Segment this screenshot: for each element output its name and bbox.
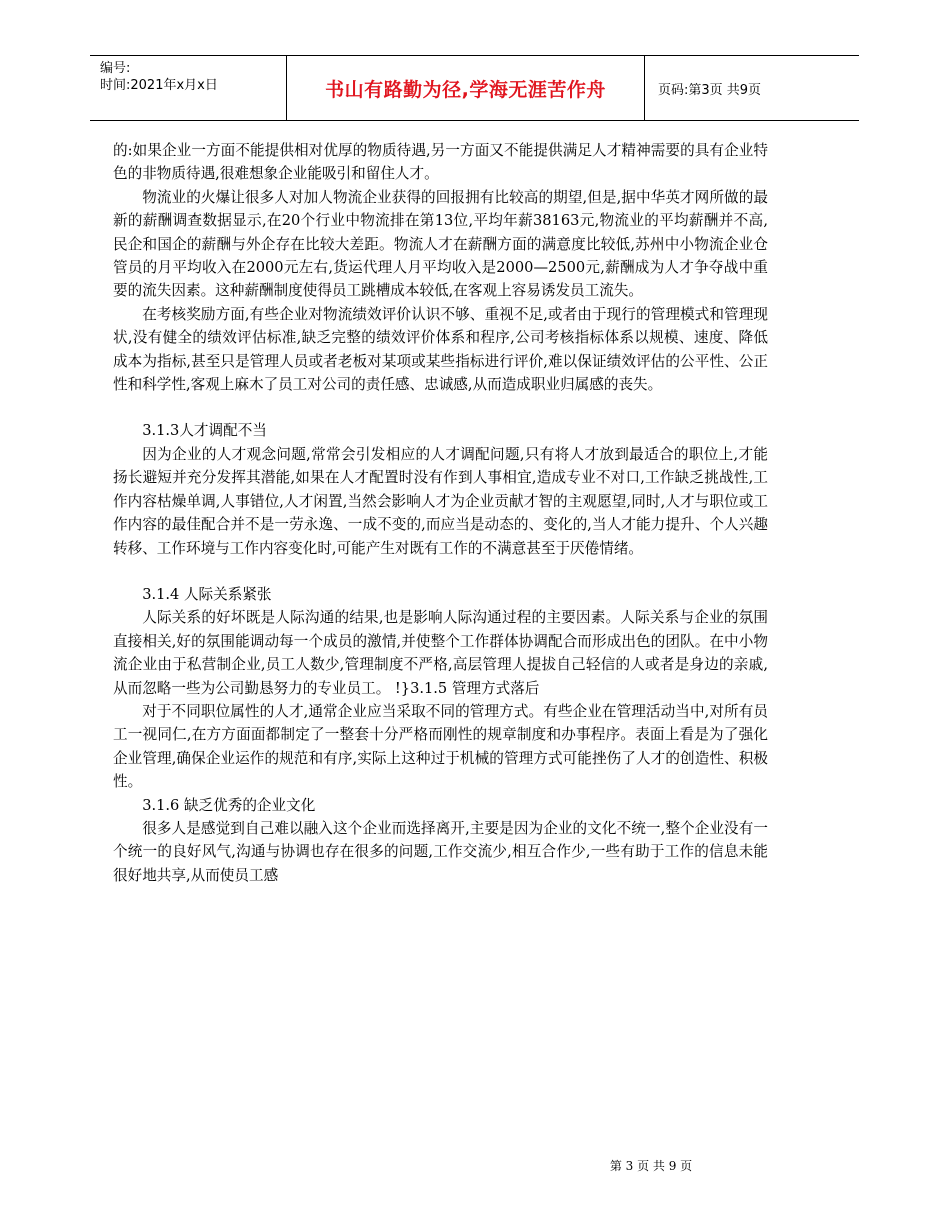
paragraph-relationships: 人际关系的好坏既是人际沟通的结果,也是影响人际沟通过程的主要因素。人际关系与企业的氛围直接相关,好的氛围能调动每一个成员的激情,并使整个工作群体协调配合而形成出色的团队。在中小物流企业由于私营制企业,员工人数少,管理制度不严格,高层管理人提拔自己轻信的人或者是身边的亲戚,从而忽略一些为公司勤恳努力的专业员工。 !}3.1.5 管理方式落后 [113, 609, 768, 697]
section-gap [113, 560, 768, 583]
paragraph-allocation: 因为企业的人才观念问题,常常会引发相应的人才调配问题,只有将人才放到最适合的职位上,才能扬长避短并充分发挥其潜能,如果在人才配置时没有作到人事相宜,造成专业不对口,工作缺乏挑战性,工作内容枯燥单调,人事错位,人才闲置,当然会影响人才为企业贡献才智的主观愿望,同时,人才与职位或工作内容的最佳配合并不是一劳永逸、一成不变的,而应当是动态的、变化的,当人才能力提升、个人兴趣转移、工作环境与工作内容变化时,可能产生对既有工作的不满意甚至于厌倦情绪。 [113, 445, 768, 557]
paragraph-intro: 的:如果企业一方面不能提供相对优厚的物质待遇,另一方面又不能提供满足人才精神需要的具有企业特色的非物质待遇,很难想象企业能吸引和留住人才。 [113, 142, 768, 183]
header-page-label: 页码:第3页 共9页 [658, 83, 762, 98]
serial-number-label: 编号: [100, 61, 131, 76]
header-meta [100, 60, 218, 94]
footer-page-number: 第 3 页 共 9 页 [609, 1159, 693, 1173]
paragraph-management: 对于不同职位属性的人才,通常企业应当采取不同的管理方式。有些企业在管理活动当中,对所有员工一视同仁,在方方面面都制定了一整套十分严格而刚性的规章制度和办事程序。表面上看是为了强化企业管理,确保企业运作的规范和有序,实际上这种过于机械的管理方式可能挫伤了人才的创造性、积极性。 [113, 702, 768, 791]
document-body [113, 139, 768, 887]
section-heading-316: 3.1.6 缺乏优秀的企业文化 [142, 796, 316, 814]
page-footer [0, 1157, 950, 1174]
header-motto-cell [286, 56, 645, 120]
page-header [90, 55, 859, 121]
paragraph-culture: 很多人是感觉到自己难以融入这个企业而选择离开,主要是因为企业的文化不统一,整个企业没有一个统一的良好风气,沟通与协调也存在很多的问题,工作交流少,相互合作少,一些有助于工作的信息未能很好地共享,从而使员工感 [113, 819, 768, 884]
date-label: 时间:2021年x月x日 [100, 78, 218, 93]
paragraph-salary: 物流业的火爆让很多人对加人物流企业获得的回报拥有比较高的期望,但是,据中华英才网所做的最新的薪酬调查数据显示,在20个行业中物流排在第13位,平均年薪38163元,物流业的平均薪酬并不高,民企和国企的薪酬与外企存在比较大差距。物流人才在薪酬方面的满意度比较低,苏州中小物流企业仓管员的月平均收入在2000元左右,货运代理人月平均收入是2000—2500元,薪酬成为人才争夺战中重要的流失因素。这种薪酬制度使得员工跳槽成本较低,在客观上容易诱发员工流失。 [113, 188, 768, 300]
motto-text: 书山有路勤为径,学海无涯苦作舟 [325, 78, 606, 101]
section-gap [113, 396, 768, 419]
section-heading-313: 3.1.3人才调配不当 [142, 422, 267, 440]
paragraph-assessment: 在考核奖励方面,有些企业对物流绩效评价认识不够、重视不足,或者由于现行的管理模式和管理现状,没有健全的绩效评估标准,缺乏完整的绩效评价体系和程序,公司考核指标体系以规模、速度、降低成本为指标,甚至只是管理人员或者老板对某项或某些指标进行评价,难以保证绩效评估的公平性、公正性和科学性,客观上麻木了员工对公司的责任感、忠诚感,从而造成职业归属感的丧失。 [113, 305, 768, 394]
section-heading-314: 3.1.4 人际关系紧张 [142, 585, 272, 603]
